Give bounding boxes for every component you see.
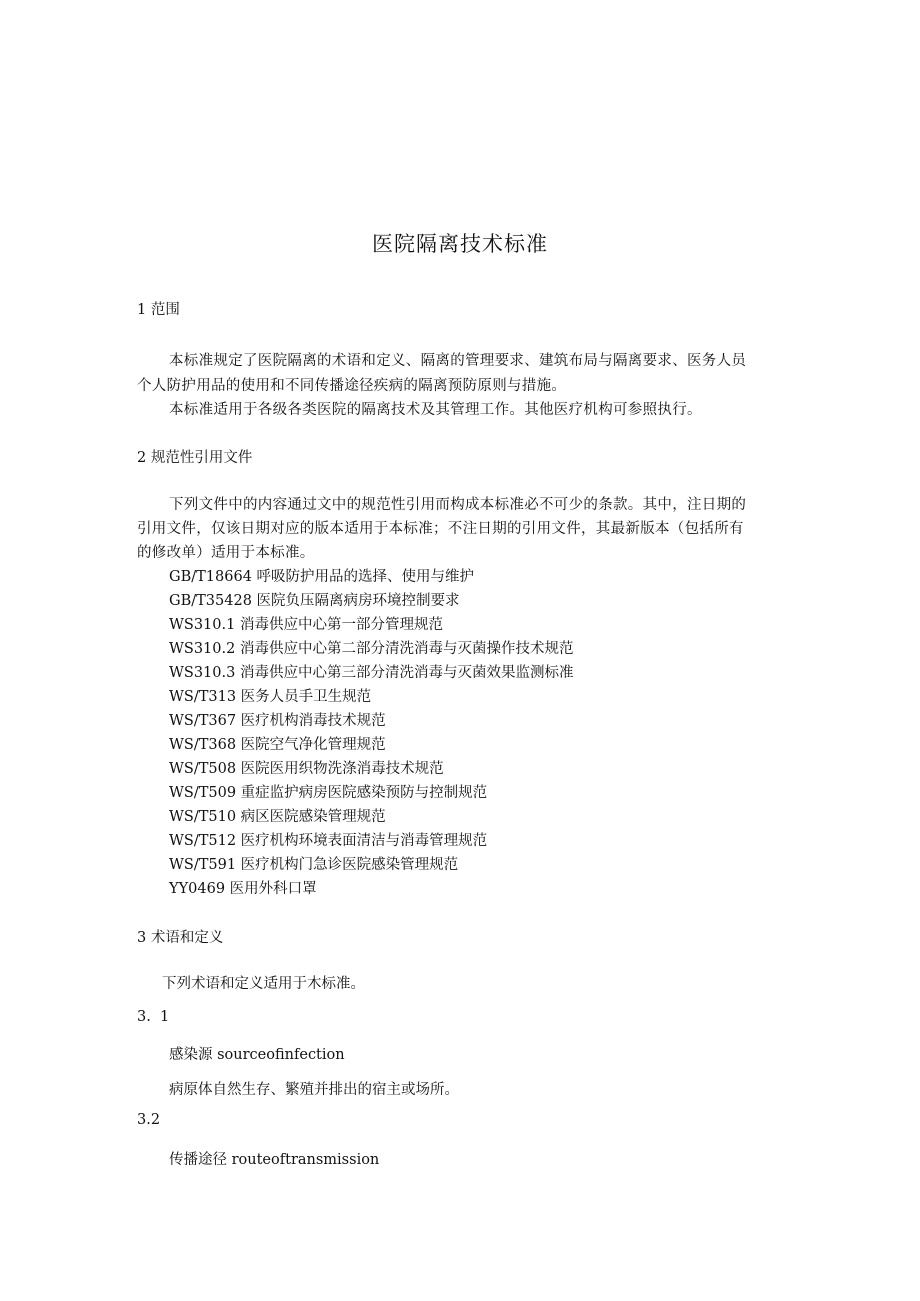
section-1-paragraph-1-line-2: 个人防护用品的使用和不同传播途径疾病的隔离预防原则与措施。	[137, 378, 567, 394]
section-3-heading: 3 术语和定义	[137, 930, 224, 946]
section-2-intro-line-3: 的修改单）适用于本标准。	[137, 545, 315, 561]
reference-item: WS/T510 病区医院感染管理规范	[169, 809, 386, 825]
section-2-intro-line-2: 引用文件，仅该日期对应的版本适用于本标准；不注日期的引用文件，其最新版本（包括所有	[137, 521, 744, 537]
reference-item: WS/T368 医院空气净化管理规范	[169, 737, 386, 753]
section-1-paragraph-1-line-1: 本标准规定了医院隔离的术语和定义、隔离的管理要求、建筑布局与隔离要求、医务人员	[169, 353, 747, 369]
reference-item: WS310.1 消毒供应中心第一部分管理规范	[169, 617, 443, 633]
reference-item: WS/T512 医疗机构环境表面清洁与消毒管理规范	[169, 833, 488, 849]
section-1-paragraph-2: 本标准适用于各级各类医院的隔离技术及其管理工作。其他医疗机构可参照执行。	[169, 402, 702, 418]
term-3-2-name: 传播途径 routeoftransmission	[169, 1152, 380, 1168]
reference-item: WS/T313 医务人员手卫生规范	[169, 689, 372, 705]
reference-item: WS310.2 消毒供应中心第二部分清洗消毒与灭菌操作技术规范	[169, 641, 574, 657]
reference-item: GB/T35428 医院负压隔离病房环境控制要求	[169, 593, 460, 609]
section-2-heading: 2 规范性引用文件	[137, 450, 253, 466]
section-3-intro: 下列术语和定义适用于木标准。	[162, 976, 365, 992]
term-3-1-definition: 病原体自然生存、繁殖并排出的宿主或场所。	[169, 1082, 459, 1098]
document-title: 医院隔离技术标准	[372, 232, 548, 256]
term-3-2-number: 3.2	[137, 1112, 161, 1128]
reference-item: WS/T367 医疗机构消毒技术规范	[169, 713, 386, 729]
reference-item: WS/T591 医疗机构门急诊医院感染管理规范	[169, 857, 459, 873]
section-1-heading: 1 范围	[137, 302, 180, 318]
reference-item: WS310.3 消毒供应中心第三部分清洗消毒与灭菌效果监测标准	[169, 665, 574, 681]
section-2-intro-line-1: 下列文件中的内容通过文中的规范性引用而构成本标准必不可少的条款。其中，注日期的	[169, 497, 747, 513]
reference-item: WS/T509 重症监护病房医院感染预防与控制规范	[169, 785, 488, 801]
term-3-1-number: 3. 1	[137, 1009, 170, 1025]
reference-item: YY0469 医用外科口罩	[169, 881, 317, 897]
reference-item: WS/T508 医院医用织物洗涤消毒技术规范	[169, 761, 444, 777]
reference-item: GB/T18664 呼吸防护用品的选择、使用与维护	[169, 569, 475, 585]
term-3-1-name: 感染源 sourceofinfection	[169, 1047, 345, 1063]
